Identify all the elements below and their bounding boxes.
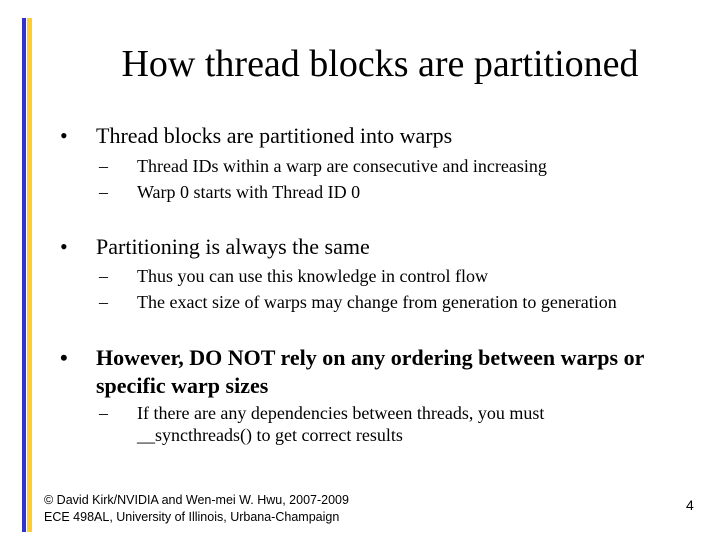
bullet-2-sub-2-text: The exact size of warps may change from generation to generation xyxy=(137,292,617,312)
left-accent-bar-gold xyxy=(27,18,32,532)
footer-course: ECE 498AL, University of Illinois, Urbana-Champaign xyxy=(44,510,340,524)
dash-icon: – xyxy=(99,182,108,202)
bullet-2-text: Partitioning is always the same xyxy=(96,234,370,259)
bullet-1-sub-2 xyxy=(99,181,697,203)
slide-title: How thread blocks are partitioned xyxy=(121,43,639,85)
bullet-3 xyxy=(60,344,706,400)
bullet-icon: • xyxy=(60,345,68,370)
footer-copyright: © David Kirk/NVIDIA and Wen-mei W. Hwu, 2007-2009 xyxy=(44,493,349,507)
bullet-3-sub-1-text: If there are any dependencies between threads, you must __syncthreads() to get correct results xyxy=(137,403,545,445)
bullet-2 xyxy=(60,233,706,261)
bullet-1-sub-2-text: Warp 0 starts with Thread ID 0 xyxy=(137,182,361,202)
footer xyxy=(44,492,349,526)
bullet-1-sub-1 xyxy=(99,155,697,177)
bullet-3-text: However, DO NOT rely on any ordering between warps or specific warp sizes xyxy=(96,345,644,398)
bullet-2-sub-2 xyxy=(99,291,697,313)
bullet-2-sub-1 xyxy=(99,265,697,287)
bullet-icon: • xyxy=(60,123,68,148)
page-number: 4 xyxy=(686,497,694,513)
left-accent-bar-blue xyxy=(22,18,26,532)
dash-icon: – xyxy=(99,403,108,423)
bullet-1-text: Thread blocks are partitioned into warps xyxy=(96,123,453,148)
bullet-icon: • xyxy=(60,234,68,259)
bullet-3-sub-1 xyxy=(99,402,617,446)
dash-icon: – xyxy=(99,156,108,176)
dash-icon: – xyxy=(99,266,108,286)
bullet-1-sub-1-text: Thread IDs within a warp are consecutive and increasing xyxy=(137,156,547,176)
bullet-2-sub-1-text: Thus you can use this knowledge in control flow xyxy=(137,266,488,286)
dash-icon: – xyxy=(99,292,108,312)
bullet-1 xyxy=(60,122,706,150)
